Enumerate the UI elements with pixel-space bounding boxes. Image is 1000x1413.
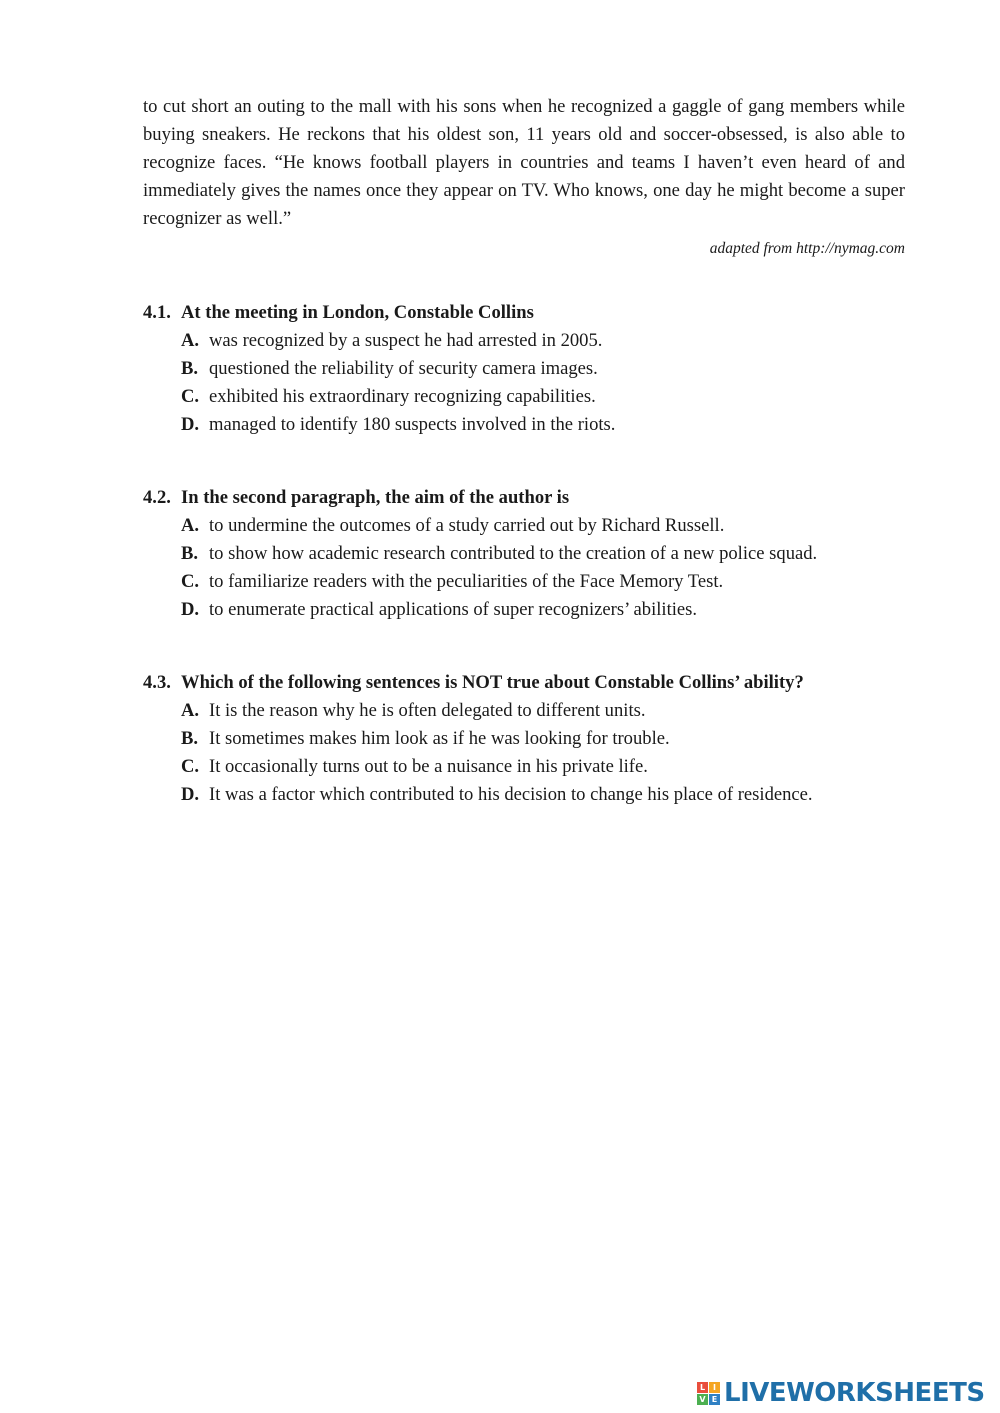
question-number: 4.1. xyxy=(143,302,171,323)
answer-option[interactable] xyxy=(143,411,923,439)
liveworksheets-logo[interactable] xyxy=(697,1376,985,1410)
logo-text: LIVEWORKSHEETS xyxy=(724,1378,985,1408)
option-text: It sometimes makes him look as if he was looking for trouble. xyxy=(209,727,670,749)
answer-option[interactable] xyxy=(143,568,923,596)
option-text: exhibited his extraordinary recognizing capabilities. xyxy=(209,385,596,407)
question-text: At the meeting in London, Constable Collins xyxy=(181,302,534,323)
option-letter: C. xyxy=(181,755,200,777)
answer-option[interactable] xyxy=(143,540,923,568)
option-letter: A. xyxy=(181,514,200,536)
option-text: to undermine the outcomes of a study carried out by Richard Russell. xyxy=(209,514,725,536)
question-text: Which of the following sentences is NOT true about Constable Collins’ ability? xyxy=(181,672,804,693)
answer-option[interactable] xyxy=(143,327,923,355)
option-text: was recognized by a suspect he had arrested in 2005. xyxy=(209,329,603,351)
question-4-1 xyxy=(143,299,923,439)
logo-mark-icon xyxy=(697,1382,720,1405)
logo-mark-letter: V xyxy=(697,1394,708,1405)
question-number: 4.2. xyxy=(143,487,171,508)
answer-option[interactable] xyxy=(143,383,923,411)
question-4-3 xyxy=(143,669,923,809)
option-letter: B. xyxy=(181,542,199,564)
option-text: to show how academic research contributed to the creation of a new police squad. xyxy=(209,542,818,564)
logo-mark-letter: L xyxy=(697,1382,708,1393)
answer-option[interactable] xyxy=(143,753,923,781)
question-number: 4.3. xyxy=(143,672,171,693)
option-letter: D. xyxy=(181,783,200,805)
question-title xyxy=(143,669,923,697)
question-title xyxy=(143,484,923,512)
option-letter: D. xyxy=(181,598,200,620)
option-letter: B. xyxy=(181,357,199,379)
option-letter: C. xyxy=(181,385,200,407)
option-text: It was a factor which contributed to his decision to change his place of residence. xyxy=(209,783,813,805)
answer-option[interactable] xyxy=(143,512,923,540)
question-text: In the second paragraph, the aim of the author is xyxy=(181,487,570,508)
option-letter: A. xyxy=(181,329,200,351)
question-4-2 xyxy=(143,484,923,624)
logo-mark-letter: E xyxy=(709,1394,720,1405)
option-letter: A. xyxy=(181,699,200,721)
answer-option[interactable] xyxy=(143,697,923,725)
answer-option[interactable] xyxy=(143,596,923,624)
answer-option[interactable] xyxy=(143,355,923,383)
logo-mark-letter: I xyxy=(709,1382,720,1393)
answer-option[interactable] xyxy=(143,781,923,809)
option-text: to enumerate practical applications of super recognizers’ abilities. xyxy=(209,598,698,620)
answer-option[interactable] xyxy=(143,725,923,753)
option-letter: B. xyxy=(181,727,199,749)
option-text: questioned the reliability of security camera images. xyxy=(209,357,598,379)
passage-paragraph: to cut short an outing to the mall with his sons when he recognized a gaggle of gang members while buying sneakers. He reckons that his oldest son, 11 years old and soccer-obsessed, is also able to recognize faces. “He knows football players in countries and teams I haven’t even heard of and immediately gives the names once they appear on TV. Who knows, one day he might become a super recognizer as well.” xyxy=(143,96,905,229)
option-text: It occasionally turns out to be a nuisance in his private life. xyxy=(209,755,648,777)
document-page xyxy=(143,93,905,805)
question-title xyxy=(143,299,923,327)
option-text: managed to identify 180 suspects involved in the riots. xyxy=(209,413,616,435)
option-letter: C. xyxy=(181,570,200,592)
option-letter: D. xyxy=(181,413,200,435)
option-text: It is the reason why he is often delegated to different units. xyxy=(209,699,646,721)
passage-source: adapted from http://nymag.com xyxy=(709,239,905,257)
option-text: to familiarize readers with the peculiarities of the Face Memory Test. xyxy=(209,570,724,592)
